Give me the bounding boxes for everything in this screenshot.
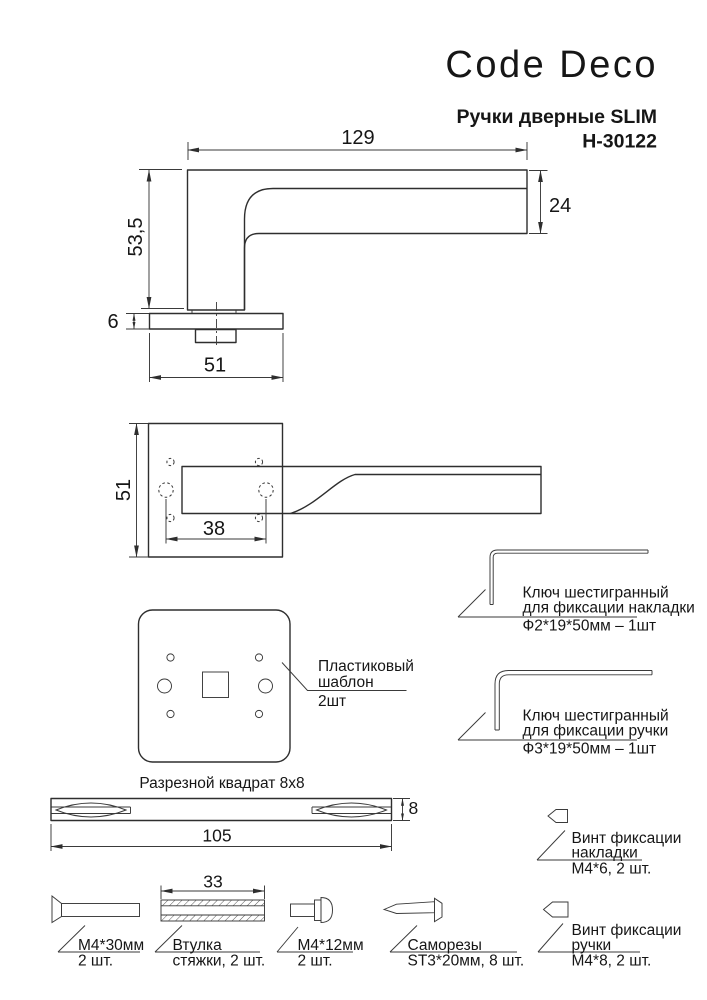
bolt-head [52,896,62,923]
grip-top [182,467,541,514]
set-screw-plate [537,810,681,878]
bolt-short-label: M4*12мм [297,937,364,954]
screws-qty: ST3*20мм, 8 шт. [407,952,525,970]
set-screw-handle-label-1: Винт фиксации [571,922,682,939]
bolt-shaft [291,904,315,917]
dim-53-value: 53,5 [125,217,147,257]
dim-6-extension-lines [126,314,149,330]
dim-24-value: 24 [549,195,572,217]
plastic-template [139,610,414,762]
set-screw-plate-spec: М4*6, 2 шт. [571,860,652,878]
spindle-slot-lens-right [317,803,387,817]
hex-key-handle-spec: Ф3*19*50мм – 1шт [522,740,657,758]
set-screw-plate-label-1: Винт фиксации [571,830,682,847]
handle-top-view [113,424,541,558]
hex-key-plate [458,550,695,635]
set-screw-handle [538,902,681,970]
spindle-bar [51,799,392,821]
handle-outline [188,170,528,310]
bolt-flange [315,900,322,921]
sleeve-bore-lines [161,906,265,915]
spindle-slot-lens-left [56,803,126,817]
hex-key-handle-label-1: Ключ шестигранный [522,707,669,725]
grip-taper-curve [291,475,542,514]
template-label-2: шаблон [318,674,374,691]
set-screw-handle-label-2: ручки [571,937,612,954]
screw-hole-top-left [167,458,174,465]
header [445,44,658,153]
template-hole-small-3 [167,710,174,717]
screw-hole-top-right [255,458,262,465]
set-screw-shape [548,810,568,823]
template-hole-small-2 [255,654,262,661]
template-square-hole [203,672,229,698]
hex-key-handle [458,671,669,758]
set-screw-plate-label-2: накладки [571,844,638,862]
dim-8-extension-lines [393,799,410,821]
template-hole-right [259,679,273,693]
dim-51-value: 51 [203,354,227,377]
screw-hole-bottom-right [255,514,262,521]
dim-38-value: 38 [202,518,226,540]
dim-105-value: 105 [202,825,232,846]
fixing-hole-left [159,483,173,497]
spindle-title: Разрезной квадрат 8x8 [139,775,305,792]
bolt-shaft [62,904,140,917]
hex-key-plate-label-1: Ключ шестигранный [522,584,669,602]
bolt-long-qty: 2 шт. [78,952,114,970]
dim-8-value: 8 [408,798,419,818]
template-outline [139,610,291,762]
fixing-hole-right [259,483,273,497]
template-label-1: Пластиковый [318,658,414,675]
bolt-long-label: M4*30мм [78,937,145,954]
sleeve-label: Втулка [172,937,222,954]
handle-inner-edge [245,189,528,311]
bolt-dome-head [321,898,333,923]
handle-side-view [107,127,571,382]
dim-33-value: 33 [203,871,223,892]
dim-51-top-value: 51 [113,478,135,502]
split-spindle [51,775,418,851]
brand-logo: Code Deco [445,44,658,86]
model-number: H-30122 [582,130,657,153]
hex-key-handle-label-2: для фиксации ручки [522,722,669,740]
template-qty: 2шт [318,693,347,710]
sleeve-hatch-bottom [161,915,265,921]
set-screw-handle-spec: М4*8, 2 шт. [571,952,652,970]
dim-129-value: 129 [341,127,375,149]
screw-body [384,902,435,914]
hex-key-plate-label-2: для фиксации накладки [522,599,695,617]
bolt-short-qty: 2 шт. [297,952,333,970]
dim-6-value: 6 [107,311,119,333]
screw-head [435,898,443,921]
screws-label: Саморезы [407,937,482,954]
bolt-long [52,896,144,970]
sleeve-hatch-top [161,900,265,906]
spindle-boss [196,330,237,343]
template-hole-small-4 [255,710,262,717]
template-hole-left [158,679,172,693]
set-screw-shape [544,902,569,917]
connecting-sleeve [155,872,265,970]
hex-key-plate-spec: Ф2*19*50мм – 1шт [522,617,657,635]
product-line-title: Ручки дверные SLIM [456,106,657,128]
dim-24-extension-lines [529,171,548,234]
self-tapping-screws [384,898,524,969]
bolt-short [277,898,364,970]
screw-hole-bottom-left [167,514,174,521]
sleeve-qty: стяжки, 2 шт. [172,952,266,970]
template-hole-small-1 [167,654,174,661]
